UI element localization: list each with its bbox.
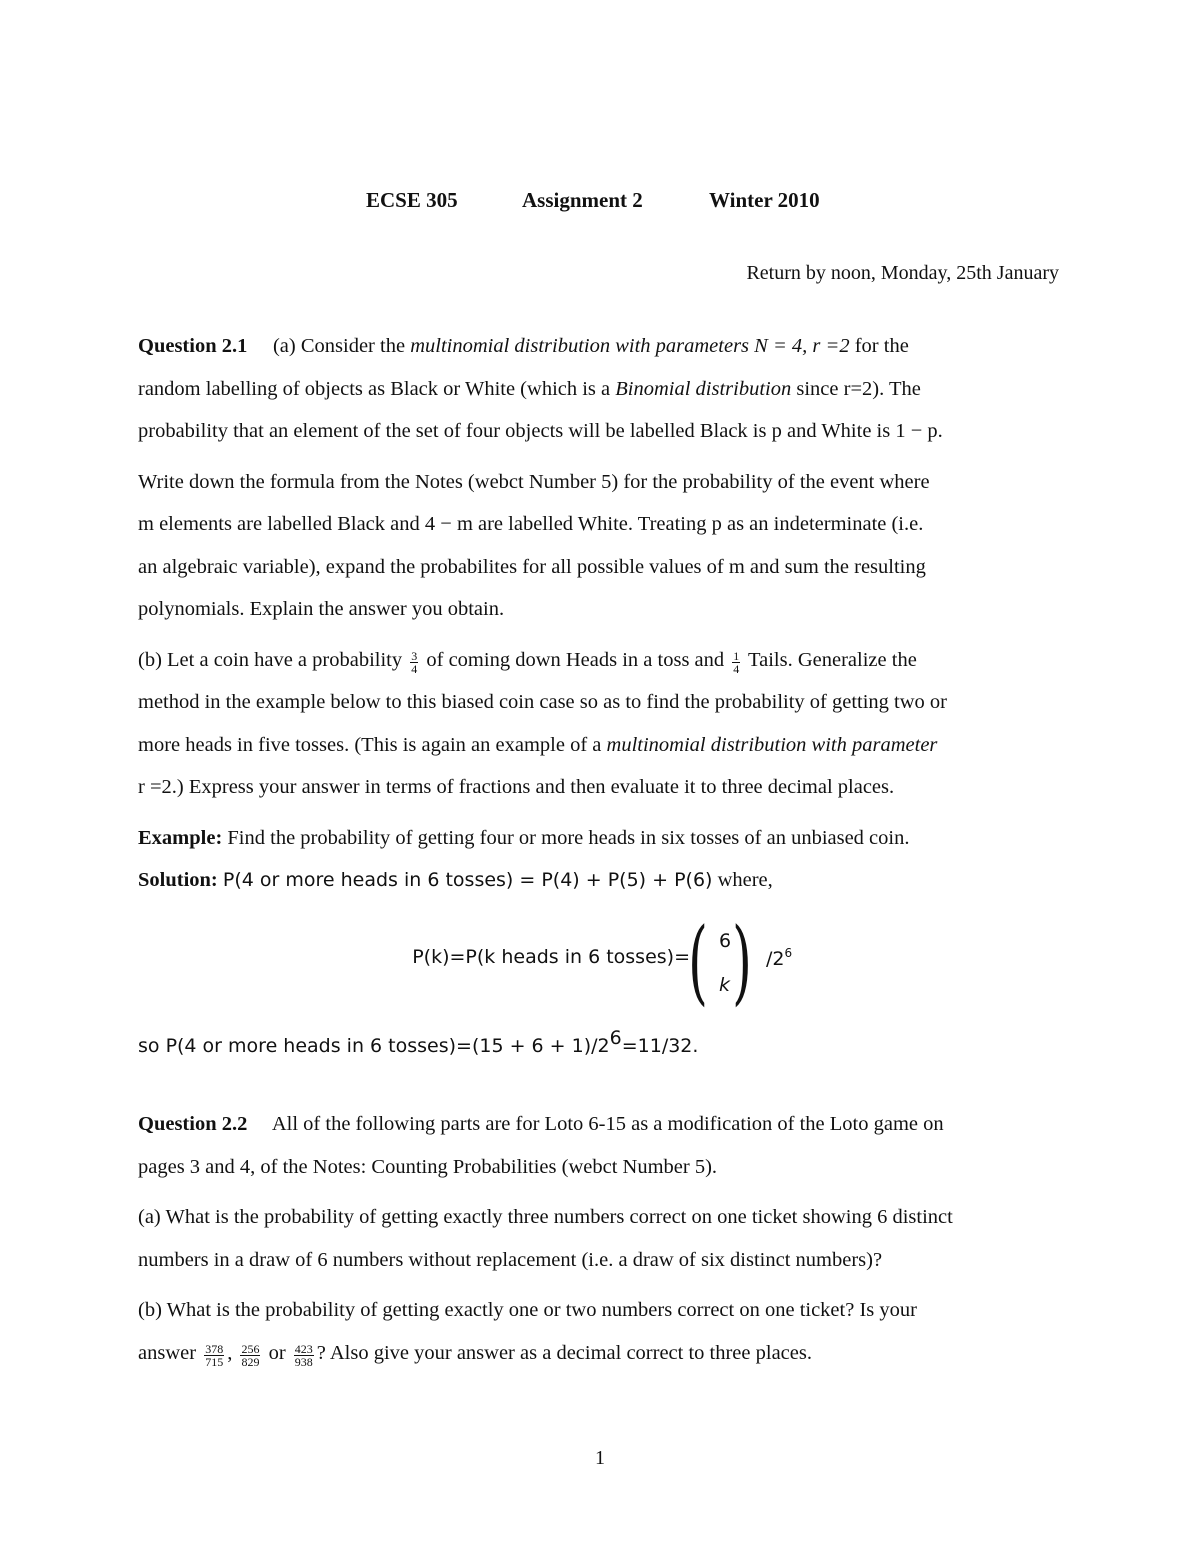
q1b-text-c: Tails. Generalize the xyxy=(748,648,917,671)
frac-num: 378 xyxy=(205,1341,224,1356)
frac-den: 938 xyxy=(294,1354,313,1369)
q1-line-1 xyxy=(138,325,1062,368)
q1-line-3: probability that an element of the set of four objects will be labelled Black is p and White is 1 − p. xyxy=(138,420,943,442)
solution-line xyxy=(138,859,1062,902)
so-line xyxy=(138,1025,1062,1068)
q2-line-2: pages 3 and 4, of the Notes: Counting Probabilities (webct Number 5). xyxy=(138,1155,718,1178)
display-equation xyxy=(0,908,1200,1015)
title-row xyxy=(0,188,1200,218)
binomial-top: 6 xyxy=(719,930,732,952)
assignment-title: Assignment 2 xyxy=(522,188,643,212)
eq-divisor: /2 xyxy=(766,948,785,970)
q1b-text-b: of coming down Heads in a toss and xyxy=(426,648,725,671)
q1b-line-3-text: more heads in five tosses. (This is again an example of a xyxy=(138,733,602,756)
q1-line-2 xyxy=(138,368,1062,411)
frac-den: 715 xyxy=(205,1354,224,1369)
example-label: Example: xyxy=(138,826,223,849)
q1b-line-1 xyxy=(138,639,1062,682)
so-text: so P(4 or more heads in 6 tosses)=(15 + 6 + 1)/2 xyxy=(138,1035,610,1057)
fraction-one-quarter xyxy=(732,650,740,675)
example-text: Find the probability of getting four or more heads in six tosses of an unbiased coin. xyxy=(227,826,910,849)
fraction-three-quarters xyxy=(410,650,418,675)
q1b-line-3-italic: multinomial distribution with parameter xyxy=(606,733,938,756)
q2b-answer-end: ? Also give your answer as a decimal correct to three places. xyxy=(316,1341,812,1364)
frac-num: 3 xyxy=(411,648,418,663)
q2b-line-2: answer $\frac{378}{715}$ , $\frac{256}{829}$ or $\frac{423}{938}$ ? Also give your answer as a decimal correct to three places. xyxy=(138,1341,812,1369)
eq-exponent: 6 xyxy=(784,946,793,960)
binomial-bottom: k xyxy=(719,974,731,996)
question-2-2 xyxy=(138,1103,1062,1374)
q2a-line-2: numbers in a draw of 6 numbers without replacement (i.e. a draw of six distinct numbers)? xyxy=(138,1248,883,1271)
q2-line-1-text: All of the following parts are for Loto 6-15 as a modification of the Loto game on xyxy=(271,1113,944,1135)
course-code: ECSE 305 xyxy=(366,188,458,212)
q1-italic-text: multinomial distribution with parameters xyxy=(410,335,750,357)
q1-line-6: an algebraic variable), expand the probabilites for all possible values of m and sum the resulting xyxy=(138,555,926,578)
binomial-right-paren: ) xyxy=(732,908,752,1015)
q1b-line-2: method in the example below to this biased coin case so as to find the probability of getting two or xyxy=(138,691,948,713)
q1-binomial-italic: Binomial distribution xyxy=(615,377,792,400)
q1b-line-3 xyxy=(138,724,1062,767)
q2b-line-1: (b) What is the probability of getting exactly one or two numbers correct on one ticket? Is your xyxy=(138,1299,917,1321)
q1-text-end: for the xyxy=(854,335,909,357)
so-result: =11/32. xyxy=(621,1035,699,1057)
q1-line-2-text: random labelling of objects as Black or White (which is a xyxy=(138,377,611,400)
so-exponent: 6 xyxy=(609,1027,622,1049)
fraction-256-829 xyxy=(240,1343,260,1368)
example-line xyxy=(138,817,1062,860)
q2b-or: or xyxy=(268,1341,286,1364)
binomial-left-paren: ( xyxy=(688,908,708,1015)
q1-line-2-end: since r=2). The xyxy=(796,377,921,400)
equation-right xyxy=(766,948,792,970)
q2b-answer-text: answer xyxy=(138,1341,197,1364)
fraction-423-938 xyxy=(294,1343,314,1368)
frac-den: 4 xyxy=(733,661,740,676)
so-text-line xyxy=(138,1025,1062,1068)
q1-text: (a) Consider the xyxy=(272,335,406,357)
q1-params: N = 4, r =2 xyxy=(754,335,850,357)
q2-label: Question 2.2 xyxy=(138,1113,248,1135)
due-date: Return by noon, Monday, 25th January xyxy=(746,262,1059,284)
q2a-line-1: (a) What is the probability of getting exactly three numbers correct on one ticket showing 6 distinct xyxy=(138,1206,953,1228)
solution-label: Solution: xyxy=(138,869,218,891)
frac-num: 256 xyxy=(241,1341,260,1356)
solution-where: where, xyxy=(717,869,773,891)
frac-num: 423 xyxy=(294,1341,313,1356)
frac-den: 4 xyxy=(411,661,418,676)
q1-label: Question 2.1 xyxy=(138,335,248,357)
solution-formula: P(4 or more heads in 6 tosses) = P(4) + P(5) + P(6) xyxy=(222,869,713,891)
q1b-text-a: (b) Let a coin have a probability xyxy=(138,648,403,671)
frac-den: 829 xyxy=(241,1354,260,1369)
term: Winter 2010 xyxy=(709,188,820,212)
q1b-line-4: r =2.) Express your answer in terms of fractions and then evaluate it to three decimal places. xyxy=(138,776,895,798)
fraction-378-715 xyxy=(204,1343,224,1368)
q1-line-4: Write down the formula from the Notes (webct Number 5) for the probability of the event where xyxy=(138,470,930,493)
q2-line-1 xyxy=(138,1103,1062,1146)
frac-num: 1 xyxy=(733,648,740,663)
equation-left: P(k)=P(k heads in 6 tosses)= xyxy=(412,946,690,968)
q1-line-5: m elements are labelled Black and 4 − m are labelled White. Treating p as an indeterminate (i.e. xyxy=(138,513,924,535)
page-number: 1 xyxy=(595,1447,605,1469)
q1-line-7: polynomials. Explain the answer you obtain. xyxy=(138,598,505,620)
question-2-1 xyxy=(138,325,1062,902)
